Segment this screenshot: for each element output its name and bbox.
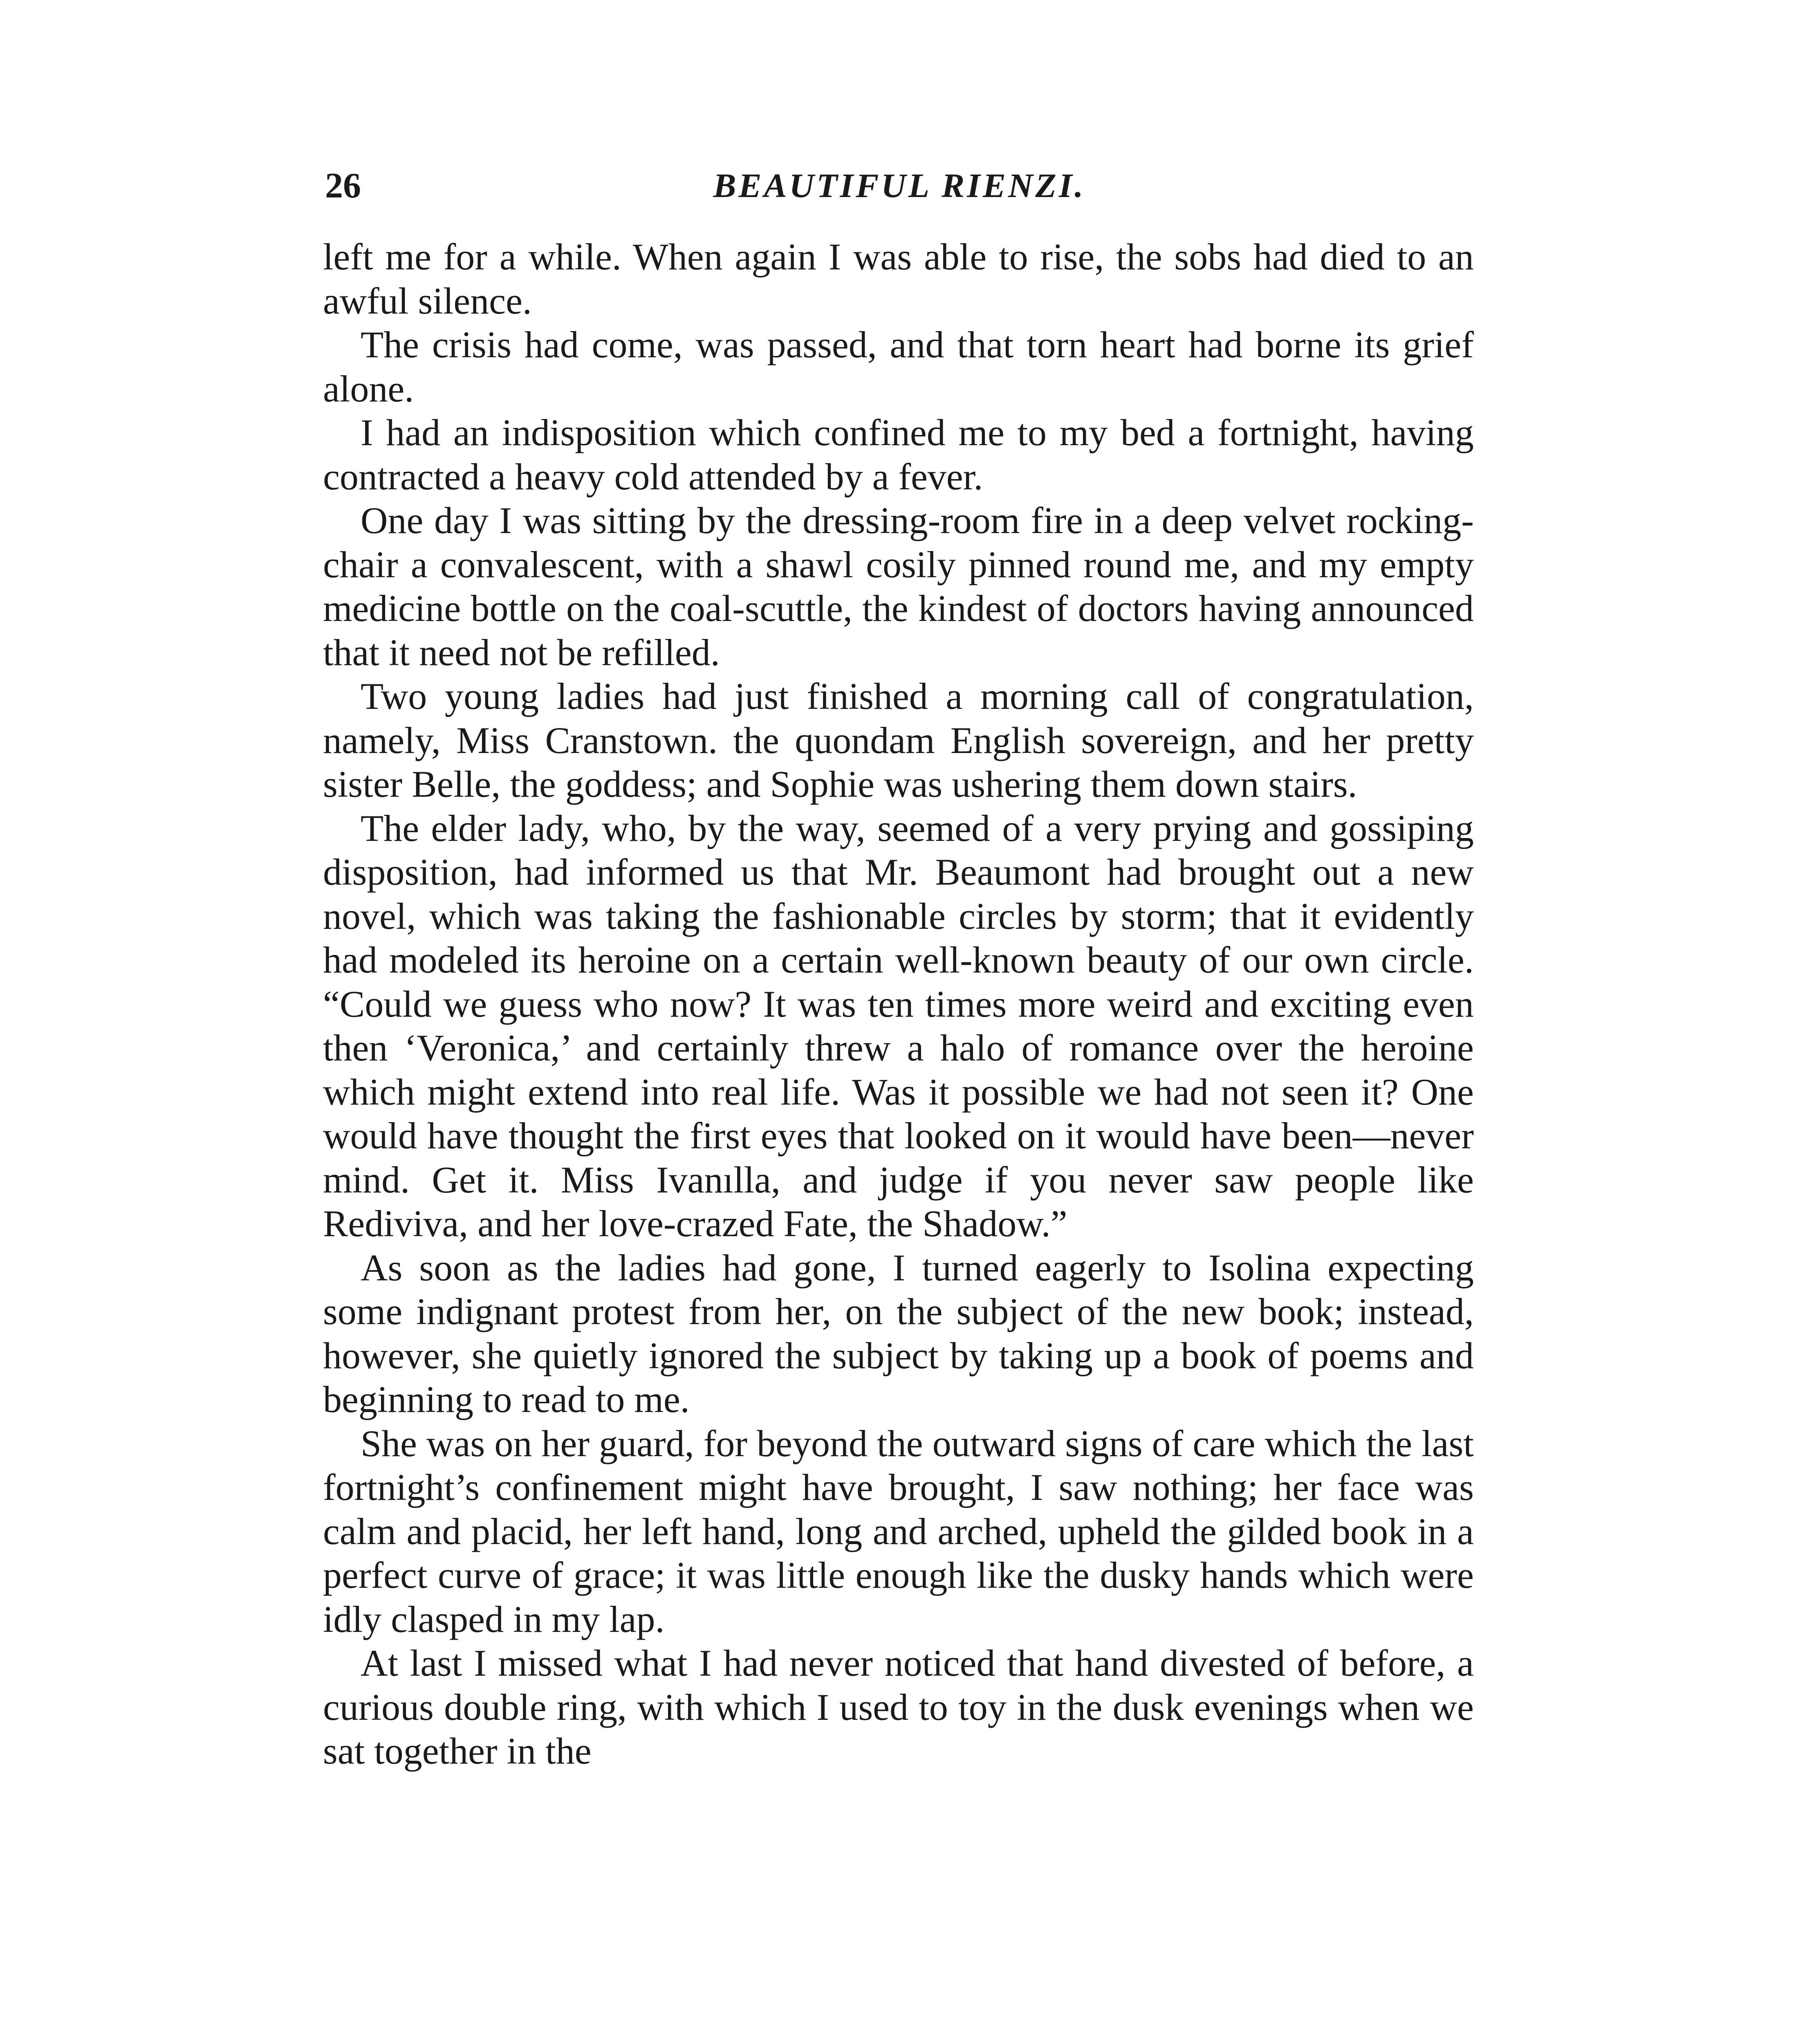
- paragraph: left me for a while. When again I was able to rise, the sobs had died to an awful silence.: [323, 236, 1474, 322]
- paragraph: Two young ladies had just finished a morning call of congratulation, namely, Miss Cranstown. the quondam English sovereign, and her pretty sister Belle, the goddess; and Sophie was ushering them down stairs.: [323, 675, 1474, 805]
- page-number: 26: [325, 166, 361, 206]
- paragraph: I had an indisposition which confined me to my bed a fortnight, having contracted a heavy cold attended by a fever.: [323, 412, 1474, 498]
- running-title: BEAUTIFUL RIENZI.: [713, 167, 1086, 205]
- page-header: [325, 161, 1474, 215]
- paragraph: As soon as the ladies had gone, I turned eagerly to Isolina expecting some indignant protest from her, on the subject of the new book; instead, however, she quietly ignored the subject by taking up a book of poems and beginning to read to me.: [323, 1246, 1474, 1420]
- paragraph: The elder lady, who, by the way, seemed of a very prying and gossiping disposition, had informed us that Mr. Beaumont had brought out a new novel, which was taking the fashionable circles by storm; that it evidently had modeled its heroine on a certain well-known beauty of our own circle. “Could we guess who now? It was ten times more weird and exciting even then ‘Veronica,’ and certainly threw a halo of romance over the heroine which might extend into real life. Was it possible we had not seen it? One would have thought the first eyes that looked on it would have been—never mind. Get it. Miss Ivanılla, and judge if you never saw people like Rediviva, and her love-crazed Fate, the Shadow.”: [323, 807, 1474, 1244]
- paragraph: She was on her guard, for beyond the outward signs of care which the last fortnight’s confinement might have brought, I saw nothing; her face was calm and placid, her left hand, long and arched, upheld the gilded book in a perfect curve of grace; it was little enough like the dusky hands which were idly clasped in my lap.: [323, 1422, 1474, 1640]
- paragraph: The crisis had come, was passed, and that torn heart had borne its grief alone.: [323, 324, 1474, 410]
- page-body: [323, 235, 1474, 1773]
- paragraph: At last I missed what I had never noticed that hand divested of before, a curious double ring, with which I used to toy in the dusk evenings when we sat together in the: [323, 1642, 1474, 1772]
- paragraph: One day I was sitting by the dressing-room fire in a deep velvet rocking-chair a convalescent, with a shawl cosily pinned round me, and my empty medicine bottle on the coal-scuttle, the kindest of doctors having announced that it need not be refilled.: [323, 500, 1474, 673]
